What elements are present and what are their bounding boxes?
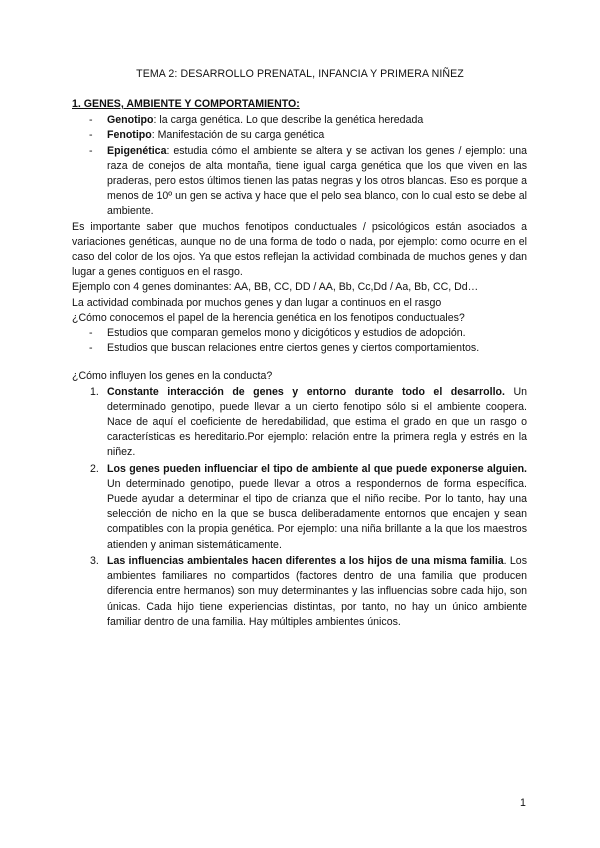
- section-heading: 1. GENES, AMBIENTE Y COMPORTAMIENTO:: [72, 98, 300, 110]
- section2-question: ¿Cómo influyen los genes en la conducta?: [72, 370, 273, 383]
- term-fenotipo: Fenotipo: [107, 129, 152, 142]
- definition-text: : la carga genética. Lo que describe la genética heredada: [153, 114, 424, 127]
- list-item: [90, 554, 527, 630]
- item-text: Un determinado genotipo, puede llevar a un cierto fenotipo sólo si el ambiente coopera. Nace de aquí el coeficiente de heredabilidad, que estima el grado en que un rasgo o características es hereditario.Por ejemplo: relación entre la primera regla y estrés en la niñez.: [107, 385, 527, 459]
- line-question: ¿Cómo conocemos el papel de la herencia genética en los fenotipos conductuales?: [72, 311, 465, 324]
- spacer: [72, 356, 527, 369]
- definition-text: : estudia cómo el ambiente se altera y se activan los genes / ejemplo: una raza de conejos de alta montaña, tiene igual carga genética que los que viven en las praderas, pero estos últimos tienen las patas negras y los otros blancas. Eso es porque a menos de 10º un gen se activa y hace que el pelo sea blanco, con lo cual esto se debe al ambiente.: [107, 144, 527, 218]
- document-title: TEMA 2: DESARROLLO PRENATAL, INFANCIA Y PRIMERA NIÑEZ: [136, 68, 464, 80]
- line-activity: La actividad combinada por muchos genes y dan lugar a continuos en el rasgo: [72, 296, 442, 309]
- influence-list: [72, 385, 527, 630]
- item-bold-heading: Constante interacción de genes y entorno durante todo el desarrollo.: [107, 385, 505, 398]
- page-number: 1: [520, 797, 526, 809]
- term-genotipo: Genotipo: [107, 114, 154, 127]
- definition-text: : Manifestación de su carga genética: [151, 129, 325, 142]
- item-number: 1.: [90, 385, 99, 398]
- item-number: 2.: [90, 462, 99, 475]
- item-number: 3.: [90, 554, 99, 567]
- item-text: . Los ambientes familiares no compartidos (factores dentro de una familia que producen diferencia entre hermanos) son muy determinantes y las influencias sobre cada hijo, son únicas. Cada hijo tiene experiencias distintas, por tanto, no hay un único ambiente familiar dentro de una familia. Hay múltiples ambientes únicos.: [107, 554, 527, 628]
- studies-list: [72, 326, 527, 356]
- definition-genotipo: [107, 113, 527, 128]
- definitions-list: [72, 113, 527, 219]
- list-item: - Estudios que buscan relaciones entre ciertos genes y ciertos comportamientos.: [107, 341, 527, 356]
- item-bold-heading: Los genes pueden influenciar el tipo de ambiente al que puede exponerse alguien.: [107, 462, 527, 475]
- paragraph-fenotipos: Es importante saber que muchos fenotipos conductuales / psicológicos están asociados a variaciones genéticas, aunque no de una forma de todo o nada, por ejemplo: como ocurre en el caso del color de los ojos. Ya que estos reflejan la actividad combinada de muchos genes y dan lugar a genes contiguos en el rasgo.: [72, 220, 527, 279]
- list-item: [90, 462, 527, 553]
- term-epigenetica: Epigenética: [107, 144, 167, 157]
- item-text: Un determinado genotipo, puede llevar a otros a respondernos de forma específica. Puede ayudar a determinar el tipo de crianza que el niño recibe. Por lo tanto, hay una selección de nicho en la que se busca deliberadamente entornos que encajen y sean compatibles con la propia genética. Por ejemplo: una niña brillante a la que los maestros atienden y animan sistemáticamente.: [107, 477, 527, 551]
- list-item: - Estudios que comparan gemelos mono y dicigóticos y estudios de adopción.: [107, 326, 527, 341]
- line-example: Ejemplo con 4 genes dominantes: AA, BB, CC, DD / AA, Bb, Cc,Dd / Aa, Bb, CC, Dd…: [72, 281, 479, 294]
- list-item: [90, 385, 527, 461]
- item-bold-heading: Las influencias ambientales hacen diferentes a los hijos de una misma familia: [107, 554, 504, 567]
- definition-epigenetica: [107, 144, 527, 220]
- definition-fenotipo: [107, 128, 527, 143]
- document-body: [72, 97, 527, 631]
